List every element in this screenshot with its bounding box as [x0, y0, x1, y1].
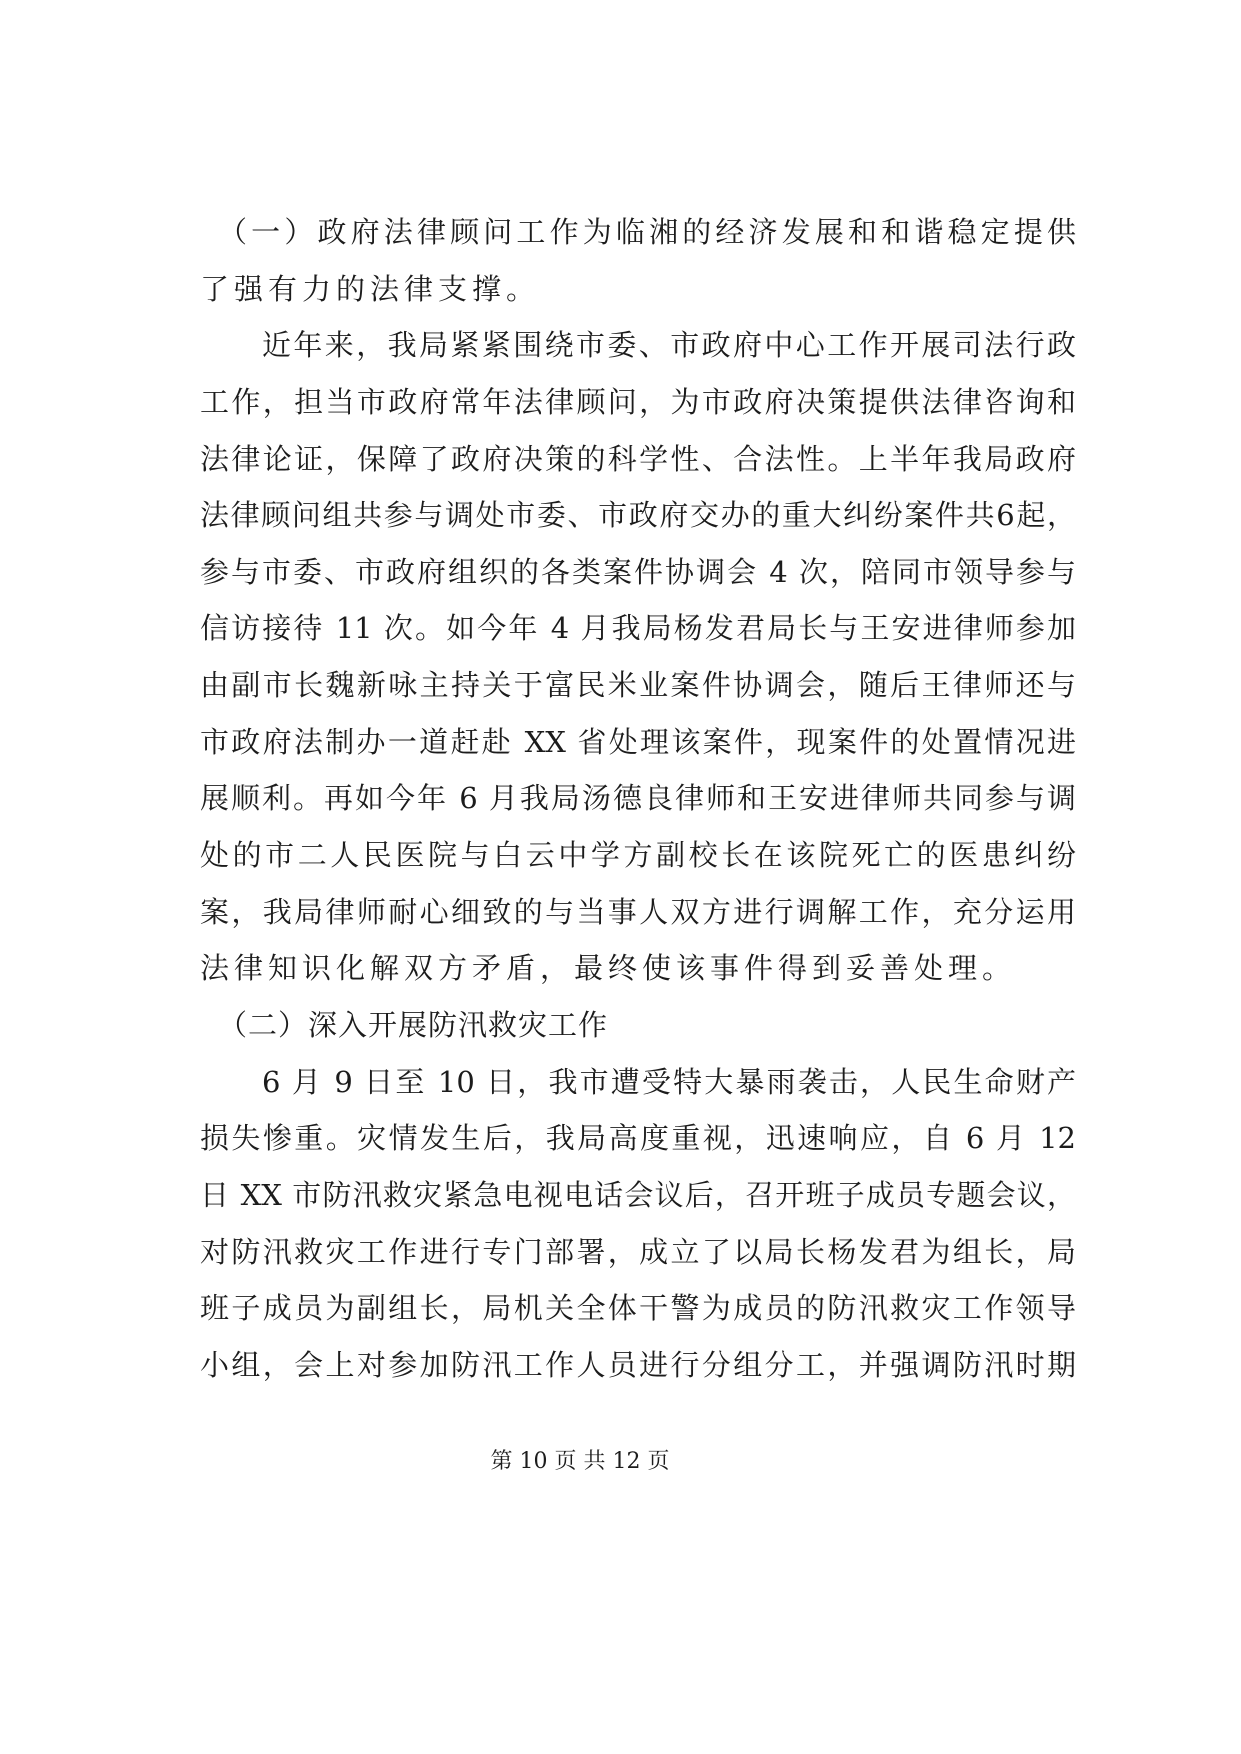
paragraph-line: 工作，担当市政府常年法律顾问，为市政府决策提供法律咨询和 — [200, 384, 1076, 419]
paragraph-line: 对防汛救灾工作进行专门部署，成立了以局长杨发君为组长，局 — [200, 1234, 1076, 1269]
paragraph-line: 信访接待 11 次。如今年 4 月我局杨发君局长与王安进律师参加 — [200, 611, 1076, 646]
paragraph-line: 法律论证，保障了政府决策的科学性、合法性。上半年我局政府 — [200, 441, 1076, 476]
paragraph-line: 法律知识化解双方矛盾，最终使该事件得到妥善处理。 — [200, 951, 1017, 986]
paragraph-line: 法律顾问组共参与调处市委、市政府交办的重大纠纷案件共6起， — [200, 498, 1076, 533]
paragraph-line: 损失惨重。灾情发生后，我局高度重视，迅速响应，自 6 月 12 — [200, 1121, 1076, 1156]
paragraph-line: 班子成员为副组长，局机关全体干警为成员的防汛救灾工作领导 — [200, 1291, 1076, 1326]
document-body — [200, 204, 1076, 1393]
section-heading-line: （一）政府法律顾问工作为临湘的经济发展和和谐稳定提供 — [218, 215, 1076, 249]
section-heading-line: 了强有力的法律支撑。 — [200, 271, 541, 306]
paragraph-line: 日 XX 市防汛救灾紧急电视电话会议后，召开班子成员专题会议， — [200, 1177, 1076, 1212]
paragraph-line: 参与市委、市政府组织的各类案件协调会 4 次，陪同市领导参与 — [200, 554, 1076, 589]
page-footer: 第 10 页 共 12 页 — [490, 1449, 670, 1474]
paragraph-line: 案，我局律师耐心细致的与当事人双方进行调解工作，充分运用 — [200, 894, 1076, 929]
section-heading-line: （二）深入开展防汛救灾工作 — [218, 1007, 609, 1042]
paragraph-line: 小组，会上对参加防汛工作人员进行分组分工，并强调防汛时期 — [200, 1347, 1076, 1382]
paragraph-line: 由副市长魏新咏主持关于富民米业案件协调会，随后王律师还与 — [200, 668, 1076, 703]
paragraph-line: 市政府法制办一道赶赴 XX 省处理该案件，现案件的处置情况进 — [200, 724, 1076, 759]
paragraph-line: 展顺利。再如今年 6 月我局汤德良律师和王安进律师共同参与调 — [200, 781, 1076, 816]
paragraph-line: 处的市二人民医院与白云中学方副校长在该院死亡的医患纠纷 — [200, 838, 1076, 873]
paragraph-line: 6 月 9 日至 10 日，我市遭受特大暴雨袭击，人民生命财产 — [262, 1064, 1076, 1099]
paragraph-line: 近年来，我局紧紧围绕市委、市政府中心工作开展司法行政 — [262, 328, 1076, 363]
